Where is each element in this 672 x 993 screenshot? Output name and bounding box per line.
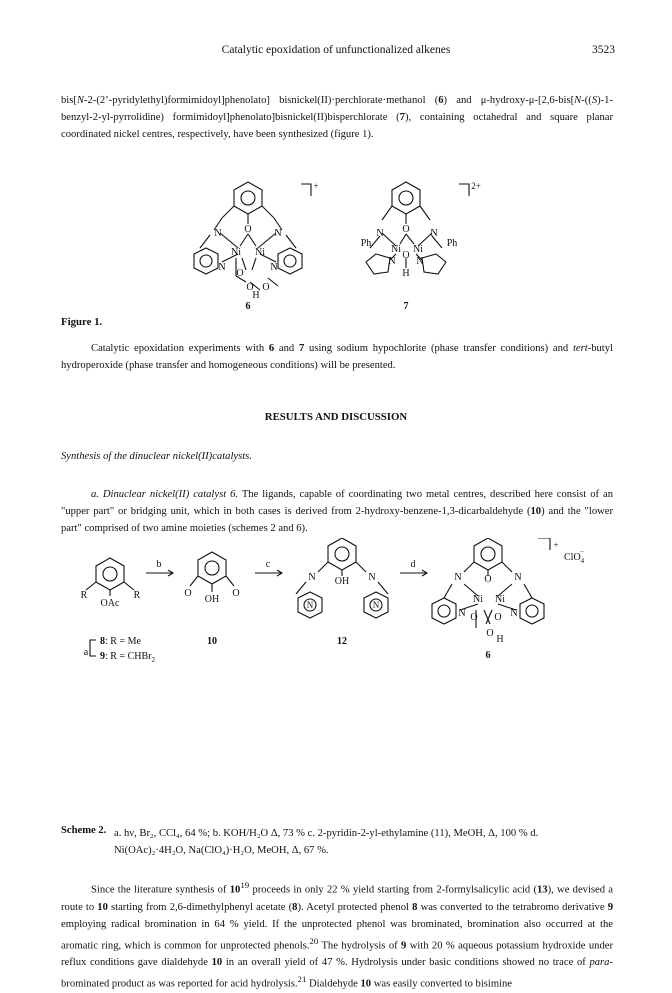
svg-text:O: O (484, 574, 492, 585)
svg-text:a: a (83, 647, 89, 658)
svg-text:N: N (416, 256, 424, 267)
scheme-2-label-6: 6 (485, 650, 491, 661)
svg-text:O: O (402, 250, 410, 261)
figure-1-label: Figure 1. (61, 316, 103, 328)
svg-text:N: N (368, 572, 376, 583)
scheme-2-label-9: 9 (100, 651, 105, 662)
svg-text:O: O (232, 588, 240, 599)
svg-text:OH: OH (204, 594, 220, 605)
svg-text:d: d (410, 559, 416, 570)
svg-text:Ni: Ni (495, 594, 505, 605)
section-a-paragraph: a. Dinuclear nickel(II) catalyst 6. The ligands, capable of coordinating two metal centres, described here consist of an "upper part" or bridging unit, which in both cases is derived from 2-hydroxy-benzene-1,3-dicarbaldehyde (10) and the "lower part" comprised of two amine moieties (schemes 2 and 6). (61, 489, 614, 534)
svg-text:N: N (214, 228, 222, 239)
svg-text:OAc: OAc (100, 598, 120, 609)
svg-text:N: N (514, 572, 522, 583)
svg-text:N: N (306, 600, 314, 610)
figure-1-label-7: 7 (403, 301, 409, 310)
figure-1-charge-6: + (313, 181, 319, 191)
svg-text:O: O (244, 224, 252, 235)
svg-text:O: O (246, 282, 254, 293)
svg-text:O: O (236, 268, 244, 279)
scheme-2-charge: + (553, 540, 559, 550)
svg-text:Ni: Ni (473, 594, 483, 605)
svg-text:Ni: Ni (231, 247, 241, 258)
svg-text:O: O (486, 628, 494, 639)
svg-text:Ph: Ph (360, 238, 372, 249)
figure-1-label-6: 6 (245, 301, 251, 310)
figure-1-structures (170, 178, 510, 310)
svg-text:OH: OH (334, 576, 350, 587)
running-header-title: Catalytic epoxidation of unfunctionalized alkenes (221, 44, 451, 56)
compound-ref-6: 6 (438, 95, 444, 106)
results-heading: RESULTS AND DISCUSSION (264, 411, 408, 423)
svg-text:N: N (308, 572, 316, 583)
intro-paragraph: bis[N-2-(2’-pyridylethyl)formimidoyl]phenolato] bisnickel(II)·perchlorate·methanol (6) and μ-hydroxy-μ-[2,6-bis[N-((S)-1-benzyl-2-yl-pyrrolidine) formimidoyl]phenolato]bisnickel(II)bisperchlorate (7), containing octahedral and square planar coordinated nickel centres, respectively, have been synthesized (figure 1). (61, 95, 614, 140)
scheme-2-caption: a. hν, Br₂, CCl₄, 64 %; b. KOH/H₂O Δ, 73 % c. 2-pyridin-2-yl-ethylamine (11), MeOH, Δ, 100 % d. Ni(OAc)₂·4H₂O, Na(ClO₄)·H₂O, MeOH, Δ, 67 %. (114, 828, 539, 856)
svg-text:H: H (496, 634, 504, 645)
scheme-2-label-8: 8 (100, 636, 105, 647)
svg-text:Ni: Ni (413, 244, 423, 255)
svg-text:9: R = CHBr2: 9: R = CHBr$_2$ (100, 651, 155, 664)
svg-text:c: c (265, 559, 271, 570)
svg-text:H: H (252, 290, 260, 301)
svg-text:H: H (402, 268, 410, 279)
page-number: 3523 (592, 44, 615, 56)
svg-text:O: O (402, 224, 410, 235)
svg-text:O: O (184, 588, 192, 599)
svg-text:N: N (274, 228, 282, 239)
scheme-2-label: Scheme 2. (61, 825, 107, 836)
svg-text:O: O (494, 612, 502, 623)
catalytic-paragraph: Catalytic epoxidation experiments with 6 and 7 using sodium hypochlorite (phase transfer conditions) and tert-butyl hydroperoxide (phase transfer and homogeneous conditions) will be presented. (61, 343, 613, 371)
svg-text:O: O (470, 612, 478, 623)
discussion-paragraph: Since the literature synthesis of $10^{19}$ proceeds in only 22 % yield starting from 2-formylsalicylic acid (13), we devised a route to 10 starting from 2,6-dimethylphenyl acetate (8). Acetyl protected phenol 8 was converted to the tetrabromo derivative 9 employing radical bromination in 64 % yield. If the unprotected phenol was brominated, bromination also occurred at the aromatic ring, which is common for unprotected phenols.$^{20}$ The hydrolysis of 9 with 20 % aqueous potassium hydroxide under reflux conditions gave dialdehyde 10 in an overall yield of 47 %. Hydrolysis under basic conditions showed no trace of para-brominated product as was reported for acid hydrolysis.$^{21}$ Dialdehyde 10 was easily converted to bisimine (61, 880, 614, 990)
svg-text:R: R (80, 590, 88, 601)
svg-text:N: N (376, 228, 384, 239)
compound-ref-7: 7 (399, 112, 405, 123)
svg-text:N: N (458, 608, 466, 619)
svg-text:N: N (388, 256, 396, 267)
scheme-2-label-10: 10 (207, 636, 217, 647)
scheme-2-reaction (80, 538, 600, 676)
svg-text:N: N (510, 608, 518, 619)
scheme-2-counterion: ClO$_4$− (564, 548, 585, 565)
svg-text:Ph: Ph (446, 238, 458, 249)
svg-text:N: N (270, 262, 278, 273)
scheme-2-label-12: 12 (337, 636, 347, 647)
svg-text:b: b (156, 559, 162, 570)
svg-text:N: N (430, 228, 438, 239)
svg-text:8: R = Me: 8: R = Me (100, 636, 141, 647)
svg-text:N: N (218, 262, 226, 273)
figure-1-charge-7: 2+ (471, 181, 481, 191)
svg-text:R: R (133, 590, 141, 601)
svg-text:Ni: Ni (255, 247, 265, 258)
synthesis-subheading: Synthesis of the dinuclear nickel(II)catalysts. (61, 451, 252, 462)
svg-text:Ni: Ni (391, 244, 401, 255)
section-a-label: a. Dinuclear nickel(II) catalyst 6. (91, 489, 239, 500)
svg-text:O: O (262, 282, 270, 293)
svg-text:N: N (372, 600, 380, 610)
svg-text:N: N (454, 572, 462, 583)
